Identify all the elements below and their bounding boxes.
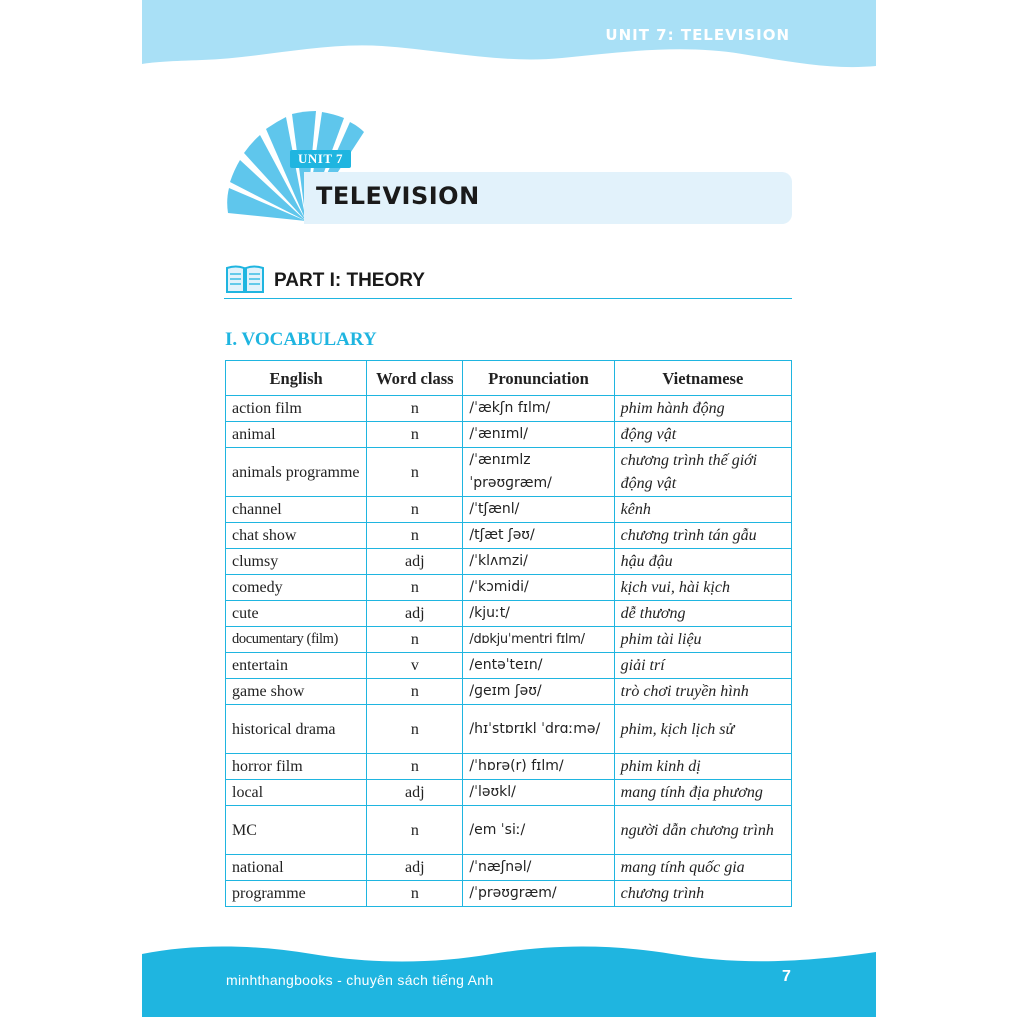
cell-word-class: n [367, 575, 463, 601]
cell-word-class: n [367, 627, 463, 653]
cell-pronunciation: /em ˈsiː/ [463, 806, 614, 855]
cell-pronunciation: /entəˈteɪn/ [463, 653, 614, 679]
cell-vietnamese: phim, kịch lịch sử [614, 705, 791, 754]
cell-pronunciation: /tʃæt ʃəʊ/ [463, 523, 614, 549]
cell-word-class: n [367, 448, 463, 497]
cell-word-class: n [367, 881, 463, 907]
cell-pronunciation: /ˈtʃænl/ [463, 497, 614, 523]
cell-english: historical drama [226, 705, 367, 754]
cell-english: local [226, 780, 367, 806]
page-number: 7 [782, 968, 791, 985]
cell-pronunciation: /ˈhɒrə(r) fɪlm/ [463, 754, 614, 780]
cell-english: cute [226, 601, 367, 627]
cell-vietnamese: kịch vui, hài kịch [614, 575, 791, 601]
cell-pronunciation: /ˈænɪmlz ˈprəʊɡræm/ [463, 448, 614, 497]
table-row [226, 855, 792, 881]
cell-word-class: n [367, 754, 463, 780]
open-book-icon [224, 262, 266, 296]
table-row [226, 549, 792, 575]
unit-tag: UNIT 7 [290, 150, 351, 168]
cell-english: horror film [226, 754, 367, 780]
cell-pronunciation: /ˈləʊkl/ [463, 780, 614, 806]
cell-english: chat show [226, 523, 367, 549]
cell-word-class: n [367, 679, 463, 705]
table-row [226, 705, 792, 754]
cell-english: national [226, 855, 367, 881]
cell-vietnamese: hậu đậu [614, 549, 791, 575]
cell-english: action film [226, 396, 367, 422]
cell-word-class: n [367, 497, 463, 523]
cell-word-class: n [367, 806, 463, 855]
column-header-english: English [226, 361, 367, 396]
cell-vietnamese: chương trình thế giới động vật [614, 448, 791, 497]
table-row [226, 754, 792, 780]
table-row [226, 627, 792, 653]
table-header-row [226, 361, 792, 396]
section-heading: I. VOCABULARY [225, 329, 377, 350]
cell-vietnamese: mang tính quốc gia [614, 855, 791, 881]
cell-vietnamese: động vật [614, 422, 791, 448]
cell-english: channel [226, 497, 367, 523]
cell-english: programme [226, 881, 367, 907]
cell-pronunciation: /hɪˈstɒrɪkl ˈdrɑːmə/ [463, 705, 614, 754]
cell-english: animals programme [226, 448, 367, 497]
cell-word-class: n [367, 523, 463, 549]
cell-pronunciation: /dɒkjuˈmentri fɪlm/ [463, 627, 614, 653]
table-row [226, 601, 792, 627]
part-title: PART I: THEORY [274, 270, 425, 291]
cell-vietnamese: giải trí [614, 653, 791, 679]
column-header-vietnamese: Vietnamese [614, 361, 791, 396]
cell-pronunciation: /ˈnæʃnəl/ [463, 855, 614, 881]
cell-vietnamese: dễ thương [614, 601, 791, 627]
cell-vietnamese: phim kinh dị [614, 754, 791, 780]
unit-title: TELEVISION [316, 182, 480, 210]
cell-vietnamese: người dẫn chương trình [614, 806, 791, 855]
table-row [226, 575, 792, 601]
cell-word-class: adj [367, 549, 463, 575]
table-row [226, 780, 792, 806]
table-row [226, 497, 792, 523]
cell-english: animal [226, 422, 367, 448]
cell-pronunciation: /ˈkɔmidi/ [463, 575, 614, 601]
cell-english: comedy [226, 575, 367, 601]
cell-word-class: adj [367, 855, 463, 881]
part-heading [224, 262, 792, 299]
vocabulary-table [225, 360, 792, 907]
table-row [226, 523, 792, 549]
cell-word-class: adj [367, 780, 463, 806]
cell-vietnamese: phim hành động [614, 396, 791, 422]
cell-vietnamese: mang tính địa phương [614, 780, 791, 806]
cell-vietnamese: phim tài liệu [614, 627, 791, 653]
cell-word-class: n [367, 396, 463, 422]
cell-pronunciation: /kjuːt/ [463, 601, 614, 627]
cell-pronunciation: /ɡeɪm ʃəʊ/ [463, 679, 614, 705]
table-row [226, 806, 792, 855]
cell-vietnamese: trò chơi truyền hình [614, 679, 791, 705]
table-row [226, 881, 792, 907]
cell-pronunciation: /ˈprəʊɡræm/ [463, 881, 614, 907]
table-row [226, 448, 792, 497]
cell-english: MC [226, 806, 367, 855]
cell-pronunciation: /ˈklʌmzi/ [463, 549, 614, 575]
column-header-word-class: Word class [367, 361, 463, 396]
cell-pronunciation: /ˈænɪml/ [463, 422, 614, 448]
table-row [226, 653, 792, 679]
table-row [226, 396, 792, 422]
cell-word-class: n [367, 705, 463, 754]
footer-text: minhthangbooks - chuyên sách tiếng Anh [226, 972, 494, 988]
book-page [142, 0, 876, 1017]
column-header-pronunciation: Pronunciation [463, 361, 614, 396]
cell-english: game show [226, 679, 367, 705]
cell-english: clumsy [226, 549, 367, 575]
cell-vietnamese: kênh [614, 497, 791, 523]
cell-english: entertain [226, 653, 367, 679]
cell-pronunciation: /ˈækʃn fɪlm/ [463, 396, 614, 422]
cell-word-class: adj [367, 601, 463, 627]
running-head: UNIT 7: TELEVISION [605, 26, 790, 44]
table-row [226, 422, 792, 448]
cell-vietnamese: chương trình tán gẫu [614, 523, 791, 549]
cell-english: documentary (film) [226, 627, 367, 653]
cell-vietnamese: chương trình [614, 881, 791, 907]
table-row [226, 679, 792, 705]
cell-word-class: v [367, 653, 463, 679]
cell-word-class: n [367, 422, 463, 448]
